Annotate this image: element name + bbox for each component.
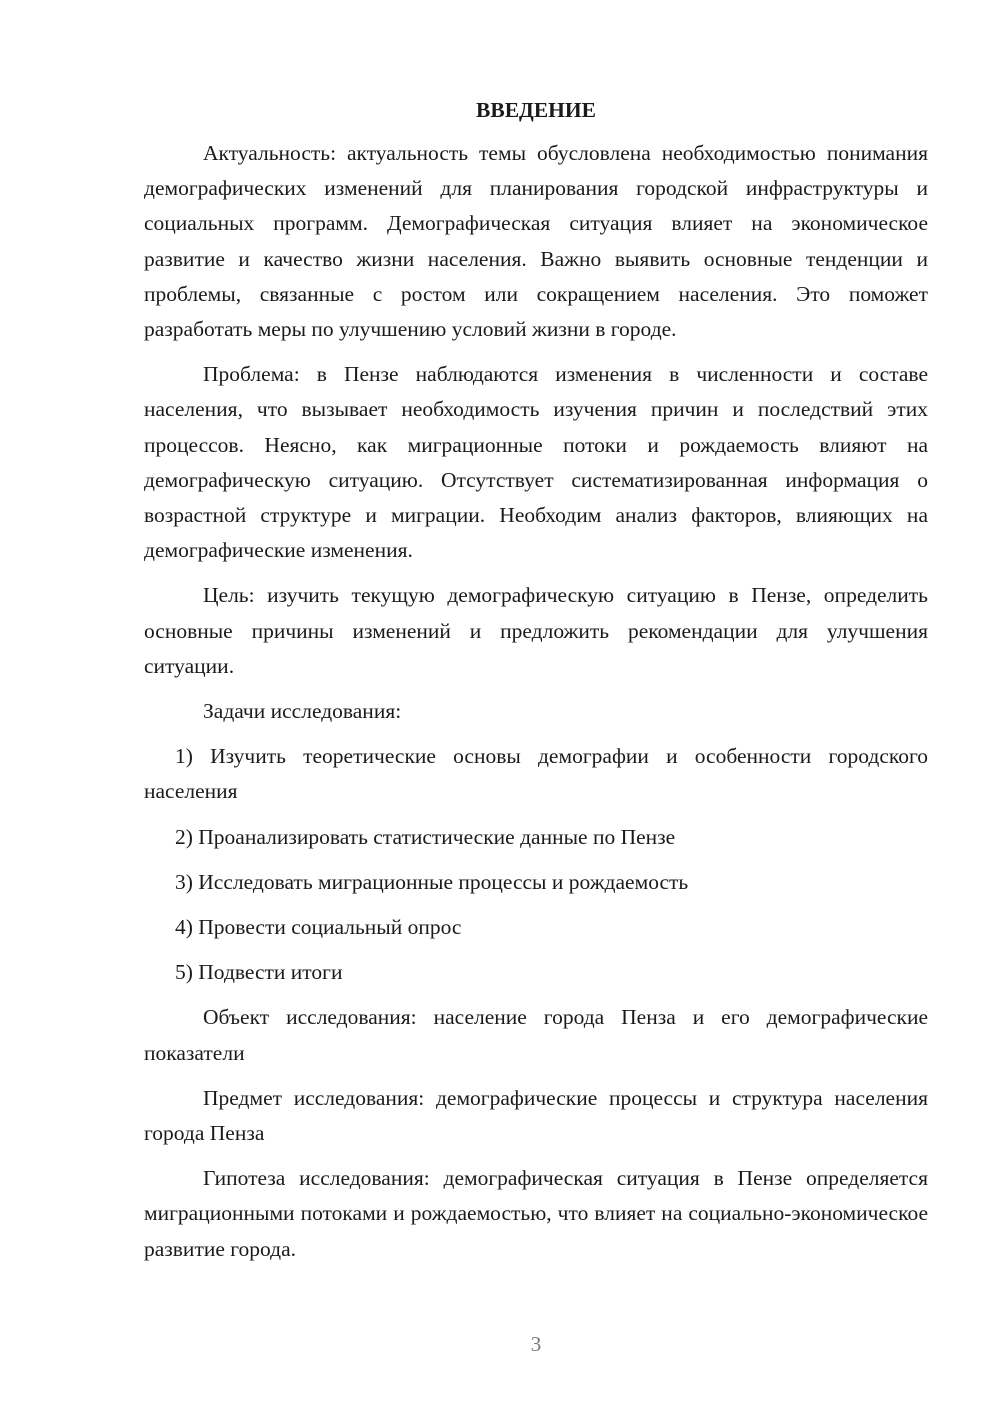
page-content xyxy=(144,92,928,1277)
task-item-5: 5) Подвести итоги xyxy=(175,960,343,985)
task-item-3: 3) Исследовать миграционные процессы и рождаемость xyxy=(175,869,689,894)
section-title: ВВЕДЕНИЕ xyxy=(476,98,596,122)
object-paragraph: Объект исследования: население города Пенза и его демографические показатели xyxy=(144,1005,928,1065)
task-item-2: 2) Проанализировать статистические данные по Пензе xyxy=(175,824,676,849)
goal-paragraph: Цель: изучить текущую демографическую ситуацию в Пензе, определить основные причины изменений и предложить рекомендации для улучшения ситуации. xyxy=(144,583,928,678)
problem-paragraph: Проблема: в Пензе наблюдаются изменения в численности и составе населения, что вызывает необходимость изучения причин и последствий этих процессов. Неясно, как миграционные потоки и рождаемость влияют на демографическую ситуацию. Отсутствует систематизированная информация о возрастной структуре и миграции. Необходим анализ факторов, влияющих на демографические изменения. xyxy=(144,362,928,563)
hypothesis-paragraph: Гипотеза исследования: демографическая ситуация в Пензе определяется миграционными потоками и рождаемостью, что влияет на социально-экономическое развитие города. xyxy=(144,1166,928,1261)
task-item-4: 4) Провести социальный опрос xyxy=(175,915,462,940)
relevance-paragraph: Актуальность: актуальность темы обусловлена необходимостью понимания демографических изменений для планирования городской инфраструктуры и социальных программ. Демографическая ситуация влияет на экономическое развитие и качество жизни населения. Важно выявить основные тенденции и проблемы, связанные с ростом или сокращением населения. Это поможет разработать меры по улучшению условий жизни в городе. xyxy=(144,141,928,342)
subject-paragraph: Предмет исследования: демографические процессы и структура населения города Пенза xyxy=(144,1085,928,1146)
page-number: 3 xyxy=(530,1332,542,1356)
tasks-heading: Задачи исследования: xyxy=(203,699,402,724)
task-item-1: 1) Изучить теоретические основы демографии и особенности городского населения xyxy=(144,744,928,804)
